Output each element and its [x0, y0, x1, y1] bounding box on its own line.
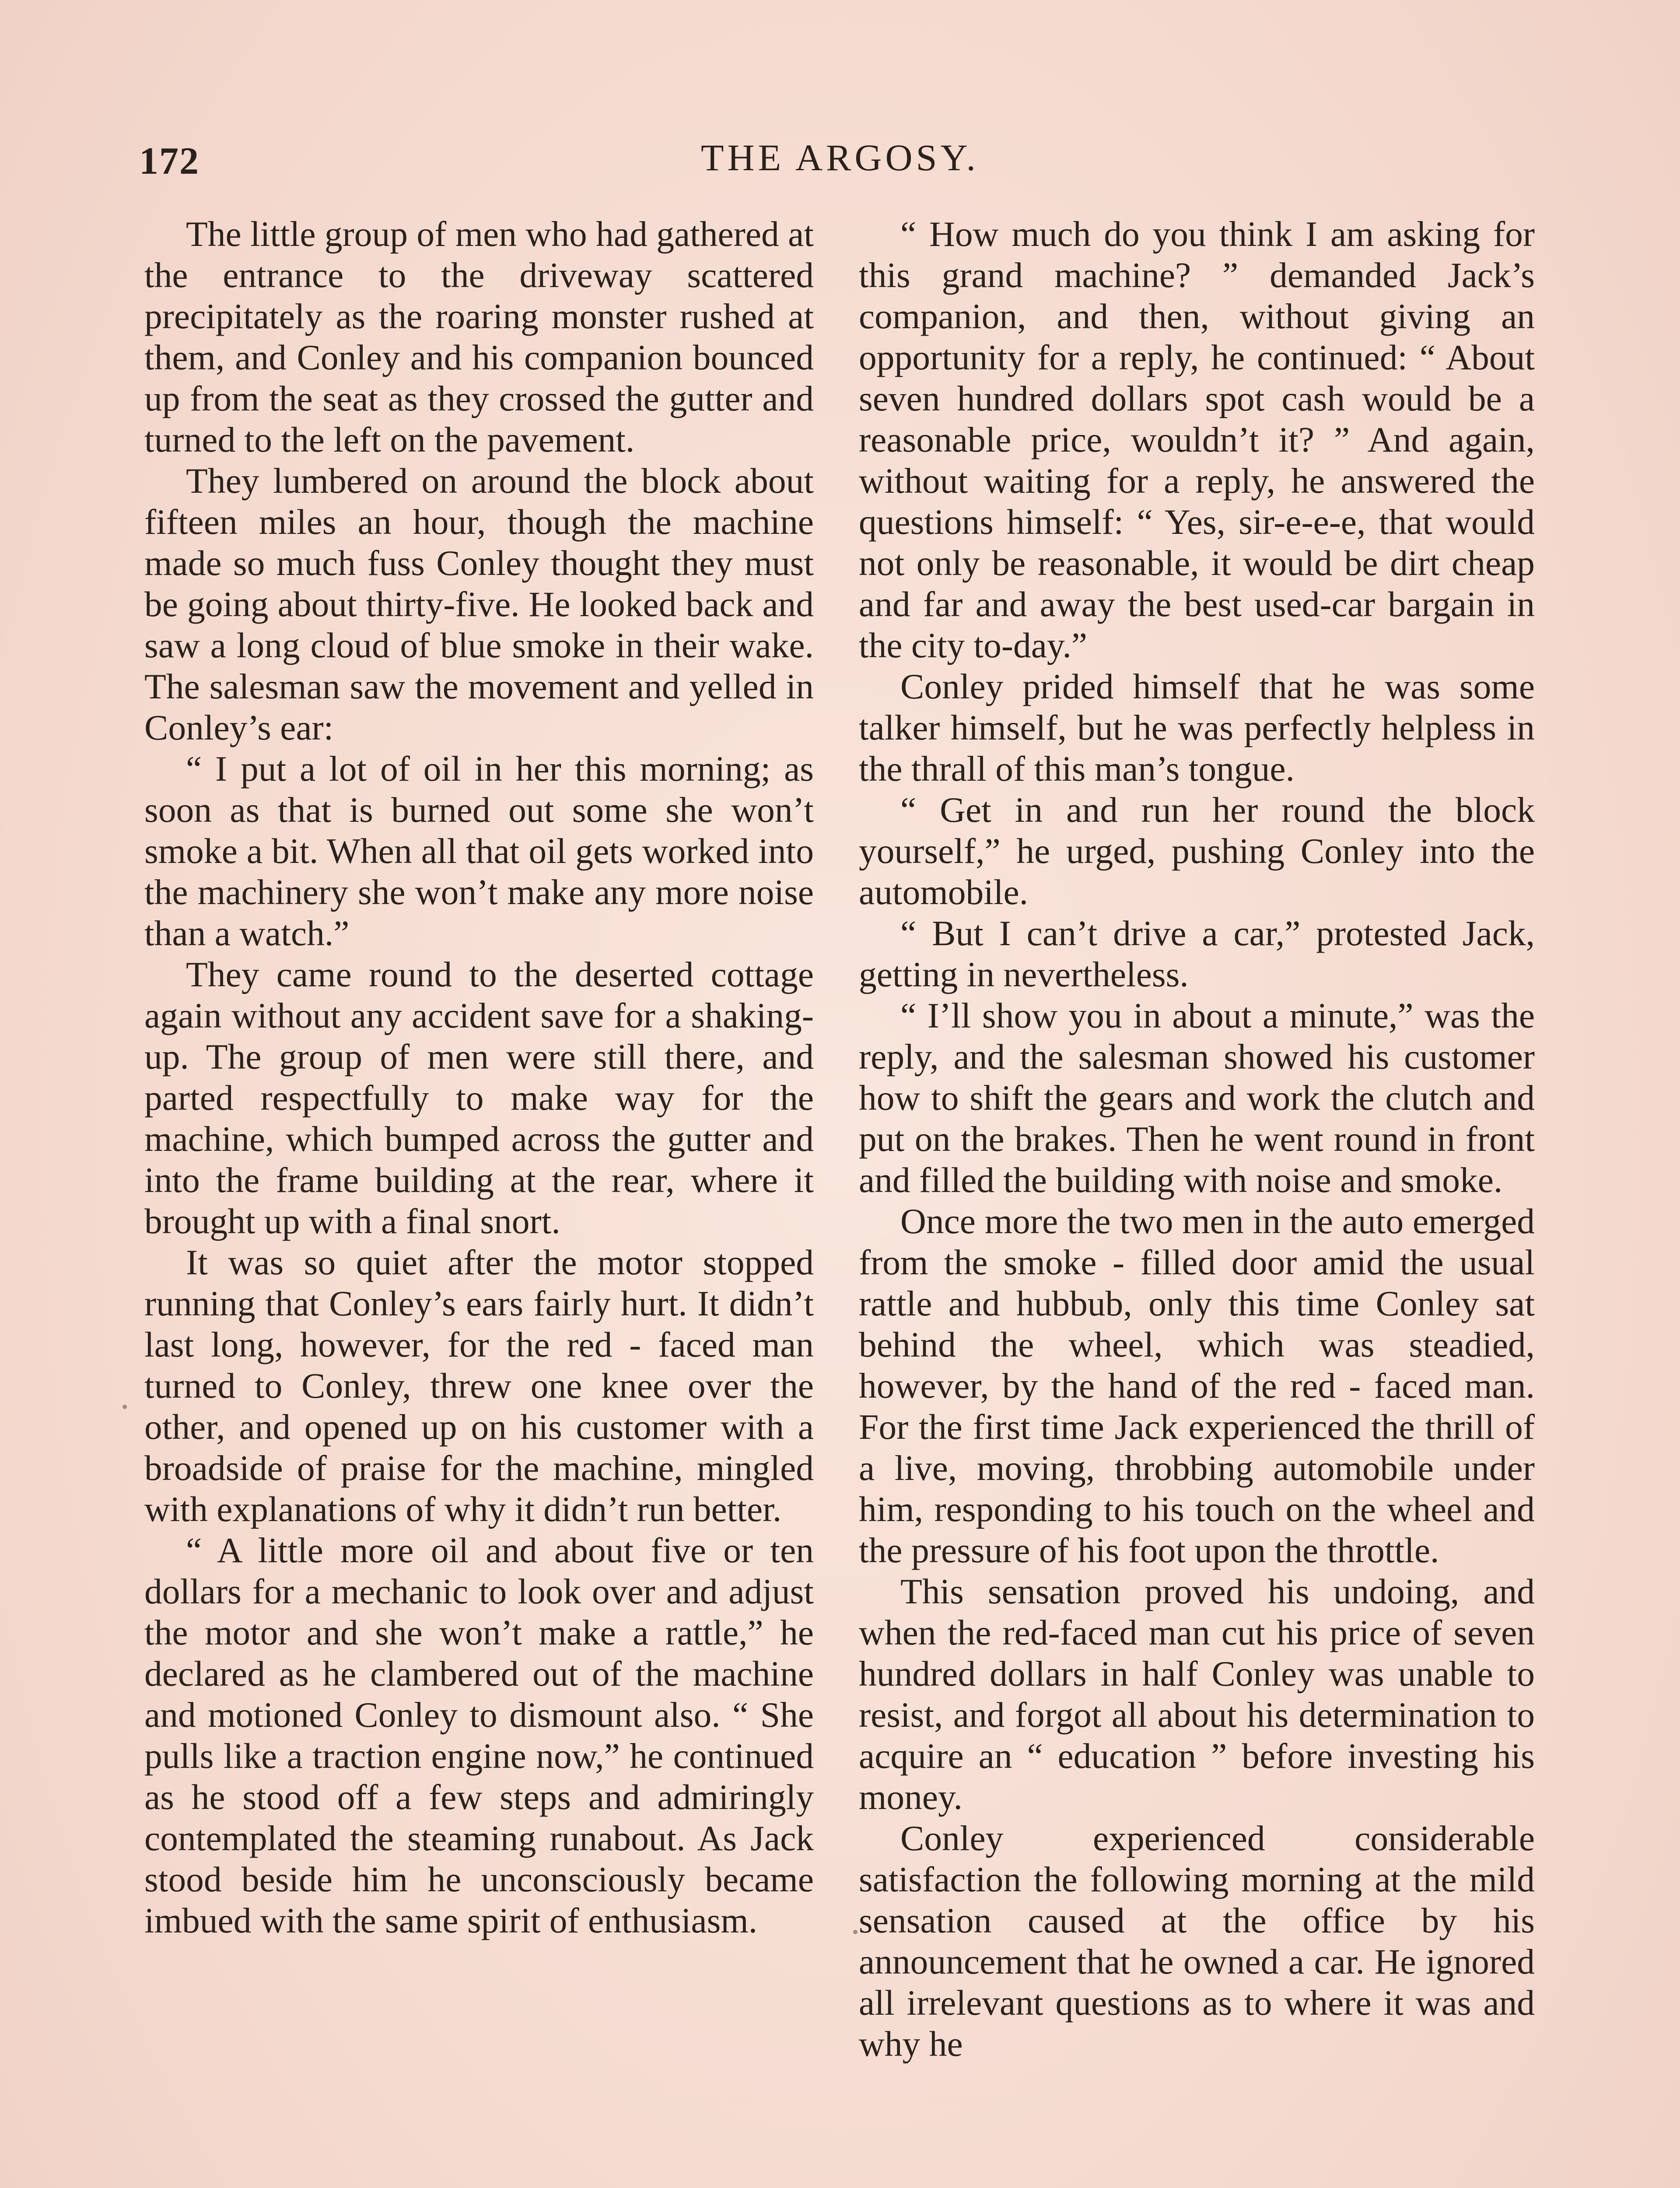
paragraph: “ How much do you think I am asking for this grand machine? ” demanded Jack’s companion, and then, without giving an opportunity for a reply, he continued: “ About seven hundred dollars spot cash would be a reasonable price, wouldn’t it? ” And again, without waiting for a reply, he answered the questions himself: “ Yes, sir-e-e-e, that would not only be reasonable, it would be dirt cheap and far and away the best used-car bargain in the city to-day.”	[859, 214, 1535, 665]
paragraph: The little group of men who had gathered at the entrance to the driveway scattered precipitately as the roaring monster rushed at them, and Conley and his companion bounced up from the seat as they crossed the gutter and turned to the left on the pavement.	[144, 214, 814, 459]
paragraph: This sensation proved his undoing, and when the red-faced man cut his price of seven hundred dollars in half Conley was unable to resist, and forgot all about his determination to acquire an “ education ” before investing his money.	[859, 1571, 1535, 1817]
paragraph: Conley prided himself that he was some talker himself, but he was perfectly helpless in the thrall of this man’s tongue.	[859, 666, 1535, 789]
paragraph: Conley experienced considerable satisfaction the following morning at the mild sensation caused at the office by his announcement that he owned a car. He ignored all irrelevant questions as to where it was and why he	[859, 1818, 1535, 2064]
paragraph: Once more the two men in the auto emerged from the smoke - filled door amid the usual rattle and hubbub, only this time Conley sat behind the wheel, which was steadied, however, by the hand of the red - faced man. For the first time Jack experienced the thrill of a live, moving, throbbing automobile under him, responding to his touch on the wheel and the pressure of his foot upon the throttle.	[859, 1201, 1535, 1570]
page-number: 172	[139, 140, 200, 182]
paragraph: They came round to the deserted cottage again without any accident save for a shaking-up. The group of men were still there, and parted respectfully to make way for the machine, which bumped across the gutter and into the frame building at the rear, where it brought up with a final snort.	[144, 954, 814, 1241]
paragraph: They lumbered on around the block about fifteen miles an hour, though the machine made so much fuss Conley thought they must be going about thirty-five. He looked back and saw a long cloud of blue smoke in their wake. The salesman saw the movement and yelled in Conley’s ear:	[144, 461, 814, 747]
right-column	[859, 214, 1535, 2065]
paragraph: “ But I can’t drive a car,” protested Jack, getting in nevertheless.	[859, 913, 1535, 994]
paragraph: It was so quiet after the motor stopped running that Conley’s ears fairly hurt. It didn’t last long, however, for the red - faced man turned to Conley, threw one knee over the other, and opened up on his customer with a broadside of praise for the machine, mingled with explanations of why it didn’t run better.	[144, 1242, 814, 1529]
paragraph: “ I put a lot of oil in her this morning; as soon as that is burned out some she won’t smoke a bit. When all that oil gets worked into the machinery she won’t make any more noise than a watch.”	[144, 749, 814, 953]
paragraph: “ I’ll show you in about a minute,” was the reply, and the salesman showed his customer how to shift the gears and work the clutch and put on the brakes. Then he went round in front and filled the building with noise and smoke.	[859, 996, 1535, 1200]
running-head: THE ARGOSY.	[701, 137, 979, 179]
left-column	[144, 214, 814, 1941]
print-speck	[853, 1930, 858, 1934]
paragraph: “ A little more oil and about five or ten dollars for a mechanic to look over and adjust the motor and she won’t make a rattle,” he declared as he clambered out of the machine and motioned Conley to dismount also. “ She pulls like a traction engine now,” he continued as he stood off a few steps and admiringly contemplated the steaming runabout. As Jack stood beside him he unconsciously became imbued with the same spirit of enthusiasm.	[144, 1530, 814, 1940]
paragraph: “ Get in and run her round the block yourself,” he urged, pushing Conley into the automobile.	[859, 790, 1535, 912]
print-speck	[122, 1405, 127, 1409]
